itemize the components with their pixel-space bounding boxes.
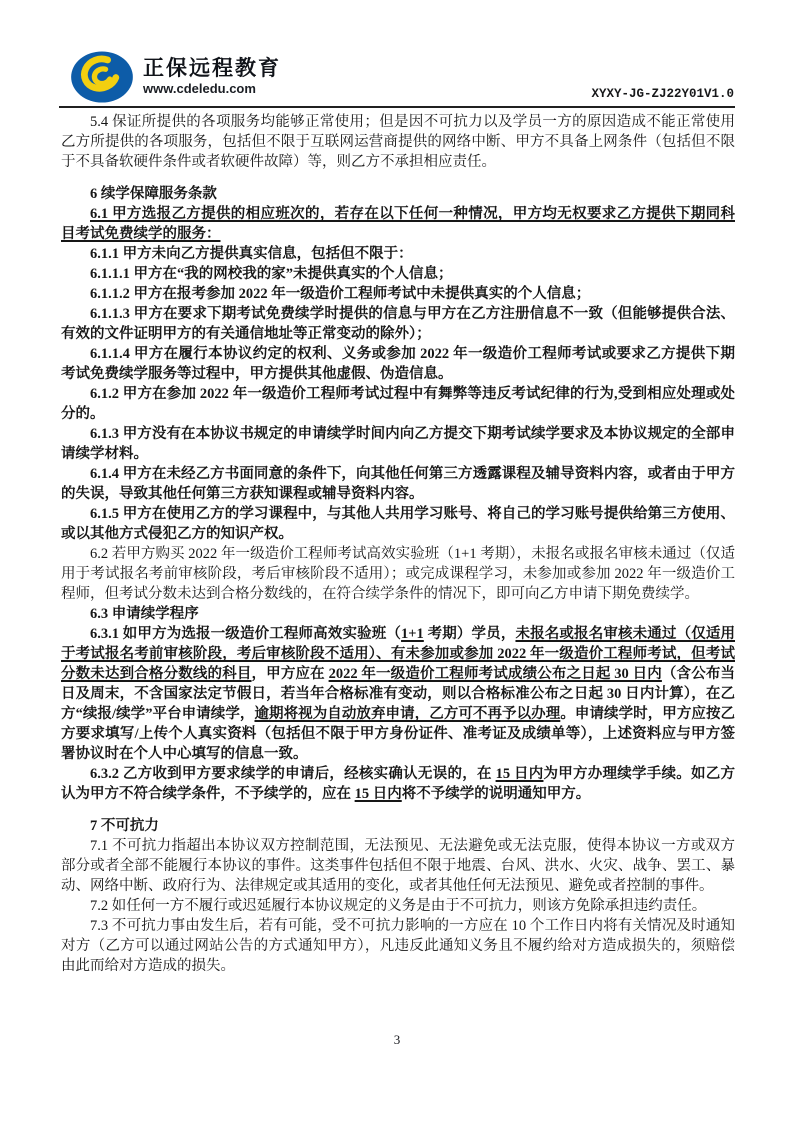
paragraph-6-1-1-1 bbox=[61, 264, 735, 284]
paragraph-6-1-1-4 bbox=[61, 344, 735, 384]
paragraph-7-3 bbox=[61, 916, 735, 976]
paragraph-6-1-4 bbox=[61, 464, 735, 504]
text-segment: （含公布当日及周末，不含国家法定节假日，若当年合格标准有变动，则以合格标准公布之日起 30 日内计算），在乙方“续报/续学”平台申请续学， bbox=[61, 666, 736, 722]
text-segment: 6.1.4 甲方在未经乙方书面同意的条件下，向其他任何第三方透露课程及辅导资料内容，或者由于甲方的失误，导致其他任何第三方获知课程或辅导资料内容。 bbox=[61, 466, 735, 502]
text-segment: 6.3.1 如甲方为选报一级造价工程师高效实验班（ bbox=[90, 626, 402, 642]
paragraph-6-1-3 bbox=[61, 424, 735, 464]
paragraph-6-1-1 bbox=[61, 244, 735, 264]
brand-text bbox=[143, 57, 281, 97]
text-segment: 6.1.1.1 甲方在“我的网校我的家”未提供真实的个人信息； bbox=[90, 266, 453, 282]
paragraph-6-3-1 bbox=[61, 624, 735, 764]
underlined-text: 6.1 甲方选报乙方提供的相应班次的，若存在以下任何一种情况，甲方均无权要求乙方提供下期同科目考试免费续学的服务： bbox=[61, 206, 735, 242]
underlined-text: 未报名或报名审核未通过（仅适用于考试报名考前审核阶段，考后审核阶段不适用）、有未参加或参加 2022 年一级造价工程师考试，但考试分数未达到合格分数线的科目 bbox=[61, 626, 736, 682]
paragraph-5-4 bbox=[61, 112, 735, 172]
paragraph-6-3 bbox=[61, 604, 735, 624]
brand-logo bbox=[70, 50, 281, 104]
text-segment: 为甲方办理续学手续。如乙方认为甲方不符合续学条件，不予续学的，应在 bbox=[61, 766, 736, 802]
text-segment: 5.4 保证所提供的各项服务均能够正常使用；但是因不可抗力以及学员一方的原因造成不能正常使用乙方所提供的各项服务，包括但不限于互联网运营商提供的网络中断、甲方不具备上网条件（包括但不限于不具备软硬件条件或者软硬件故障）等，则乙方不承担相应责任。 bbox=[61, 114, 735, 170]
text-segment: 7.1 不可抗力指超出本协议双方控制范围，无法预见、无法避免或无法克服，使得本协议一方或双方部分或者全部不能履行本协议的事件。这类事件包括但不限于地震、台风、洪水、火灾、战争、罢工、暴动、网络中断、政府行为、法律规定或其适用的变化，或者其他任何无法预见、避免或者控制的事件。 bbox=[61, 838, 735, 894]
text-segment: 7.3 不可抗力事由发生后，若有可能，受不可抗力影响的一方应在 10 个工作日内将有关情况及时通知对方（乙方可以通过网站公告的方式通知甲方），凡违反此通知义务且不履约给对方造成损失的，须赔偿由此而给对方造成的损失。 bbox=[61, 918, 735, 974]
underlined-text: 15 日内 bbox=[495, 766, 544, 782]
text-segment: 6.1.3 甲方没有在本协议书规定的申请续学时间内向乙方提交下期考试续学要求及本协议规定的全部申请续学材料。 bbox=[61, 426, 735, 462]
text-segment: 6.2 若甲方购买 2022 年一级造价工程师考试高效实验班（1+1 考期），未报名或报名审核未通过（仅适用于考试报名考前审核阶段，考后审核阶段不适用）；或完成课程学习，未参加或参加 2022 年一级造价工程师，但考试分数未达到合格分数线的，在符合续学条件的情况下，即可向乙方申请下期免费续学。 bbox=[61, 546, 735, 602]
paragraph-7-1 bbox=[61, 836, 735, 896]
text-segment: 6.3.2 乙方收到甲方要求续学的申请后，经核实确认无误的，在 bbox=[90, 766, 496, 782]
brand-logo-icon bbox=[70, 50, 134, 104]
text-segment: 考期）学员， bbox=[423, 626, 516, 642]
page-number: 3 bbox=[393, 1032, 401, 1047]
paragraph-6-1 bbox=[61, 204, 735, 244]
text-segment: 6.1.1.4 甲方在履行本协议约定的权利、义务或参加 2022 年一级造价工程师考试或要求乙方提供下期考试免费续学服务等过程中，甲方提供其他虚假、伪造信息。 bbox=[61, 346, 735, 382]
text-segment: 7.2 如任何一方不履行或迟延履行本协议规定的义务是由于不可抗力，则该方免除承担违约责任。 bbox=[90, 898, 707, 914]
document-code: XYXY-JG-ZJ22Y01V1.0 bbox=[591, 87, 734, 101]
paragraph-6-1-1-3 bbox=[61, 304, 735, 344]
underlined-text: 逾期将视为自动放弃申请，乙方可不再予以办理 bbox=[254, 706, 561, 722]
text-segment: 6.3 申请续学程序 bbox=[90, 606, 199, 622]
text-segment: ，甲方应在 bbox=[251, 666, 329, 682]
text-segment: 7 不可抗力 bbox=[90, 818, 159, 834]
paragraph-6-2 bbox=[61, 544, 735, 604]
text-segment: 6.1.2 甲方在参加 2022 年一级造价工程师考试过程中有舞弊等违反考试纪律的行为,受到相应处理或处分的。 bbox=[61, 386, 735, 422]
page-header bbox=[70, 50, 734, 104]
underlined-text: 1+1 bbox=[401, 626, 424, 642]
text-segment: 。申请续学时，甲方应按乙方要求填写/上传个人真实资料（包括但不限于甲方身份证件、准考证及成绩单等），上述资料应与甲方签署协议时在个人中心填写的信息一致。 bbox=[61, 706, 736, 762]
paragraph-7-2 bbox=[61, 896, 735, 916]
document-body bbox=[61, 112, 735, 976]
text-segment: 将不予续学的说明通知甲方。 bbox=[401, 786, 591, 802]
text-segment: 6 续学保障服务条款 bbox=[90, 186, 217, 202]
underlined-text: 15 日内 bbox=[354, 786, 402, 802]
paragraph-6-1-2 bbox=[61, 384, 735, 424]
paragraph-6-1-1-2 bbox=[61, 284, 735, 304]
paragraph-h6 bbox=[61, 184, 735, 204]
paragraph-6-1-5 bbox=[61, 504, 735, 544]
underlined-text: 2022 年一级造价工程师考试成绩公布之日起 30 日内 bbox=[328, 666, 662, 682]
brand-url: www.cdeledu.com bbox=[143, 81, 256, 96]
brand-name: 正保远程教育 bbox=[143, 57, 281, 80]
paragraph-h7 bbox=[61, 816, 735, 836]
text-segment: 6.1.1 甲方未向乙方提供真实信息，包括但不限于： bbox=[90, 246, 413, 262]
paragraph-6-3-2 bbox=[61, 764, 735, 804]
header-divider bbox=[59, 106, 735, 108]
text-segment: 6.1.5 甲方在使用乙方的学习课程中，与其他人共用学习账号、将自己的学习账号提供给第三方使用、或以其他方式侵犯乙方的知识产权。 bbox=[61, 506, 735, 542]
text-segment: 6.1.1.2 甲方在报考参加 2022 年一级造价工程师考试中未提供真实的个人信息； bbox=[90, 286, 591, 302]
text-segment: 6.1.1.3 甲方在要求下期考试免费续学时提供的信息与甲方在乙方注册信息不一致（但能够提供合法、有效的文件证明甲方的有关通信地址等正常变动的除外）； bbox=[61, 306, 735, 342]
